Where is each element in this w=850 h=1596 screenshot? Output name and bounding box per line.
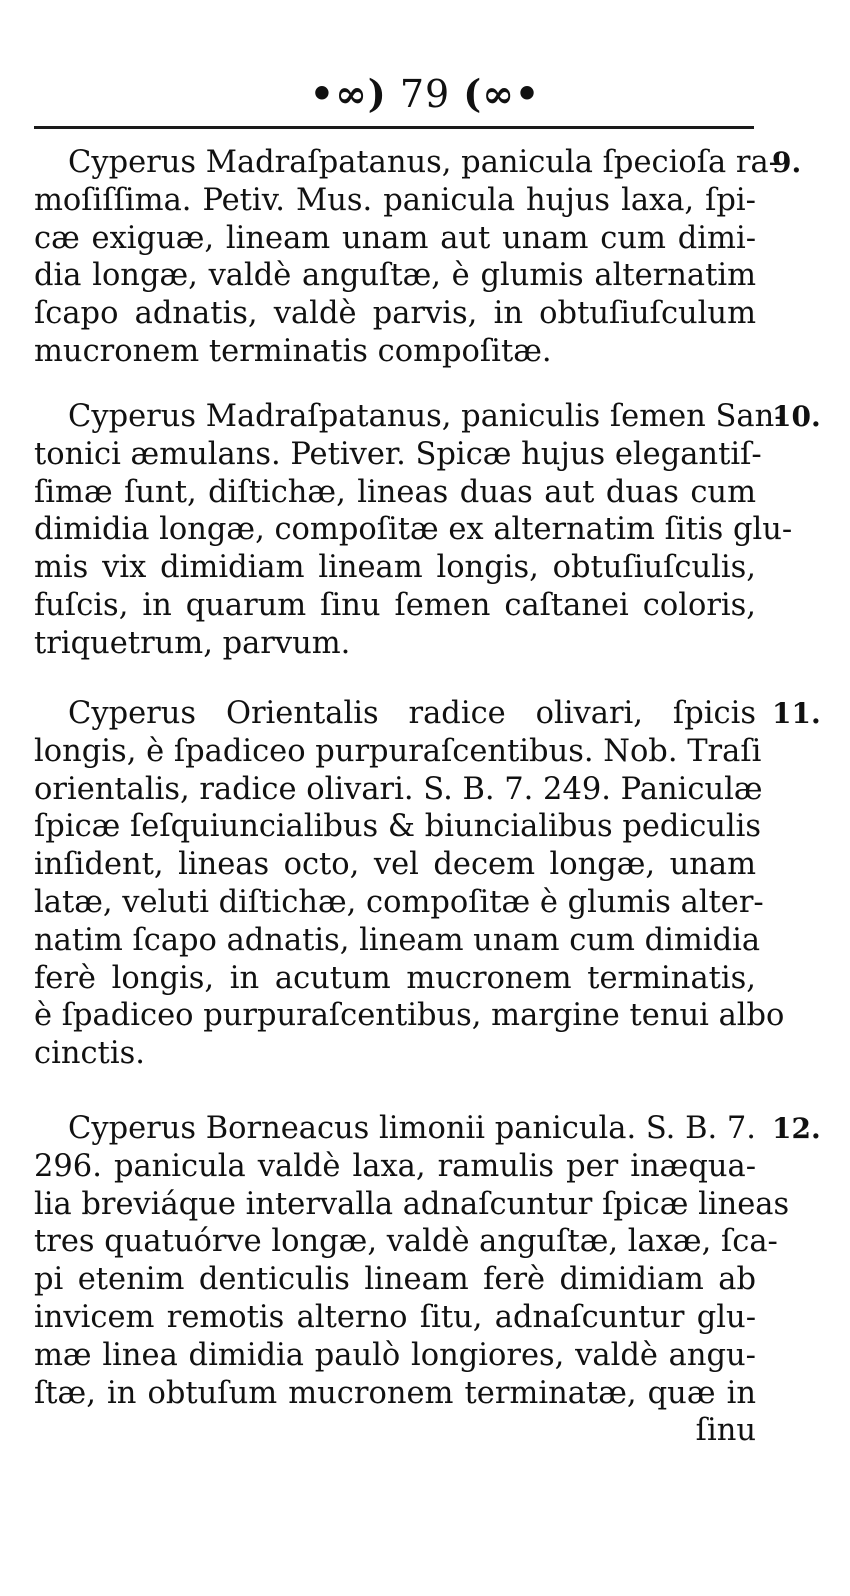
text-line: tonici æmulans. Petiver. Spicæ hujus elegantiſ- (34, 436, 762, 472)
text-line: dimidia longæ, compoſitæ ex alternatim ſitis glu- (34, 512, 793, 548)
text-line: mucronem terminatis compoſitæ. (34, 333, 552, 369)
text-line: orientalis, radice olivari. S. B. 7. 249. Paniculæ (34, 771, 763, 807)
text-line: mis vix dimidiam lineam longis, obtuſiuſculis, (34, 550, 756, 586)
entry-number: 9. (772, 146, 802, 179)
right-ornament: (∞• (463, 71, 541, 116)
text-line: invicem remotis alterno ſitu, adnaſcuntur glu- (34, 1299, 756, 1335)
text-line: 296. panicula valdè laxa, ramulis per inæqua- (34, 1148, 756, 1184)
text-line: tres quatuórve longæ, valdè anguſtæ, laxæ, ſca- (34, 1224, 778, 1260)
catchword: ſinu (695, 1413, 756, 1449)
text-line: ſtæ, in obtuſum mucronem terminatæ, quæ in (34, 1375, 756, 1411)
text-line: lia breviáque intervalla adnaſcuntur ſpicæ lineas (34, 1186, 790, 1222)
text-line: longis, è ſpadiceo purpuraſcentibus. Nob. Traſi (34, 733, 762, 769)
text-line: ſcapo adnatis, valdè parvis, in obtuſiuſculum (34, 296, 756, 332)
text-line: Cyperus Borneacus limonii panicula. S. B. 7. (68, 1111, 756, 1146)
text-line: ſimæ ſunt, diſtichæ, lineas duas aut duas cum (34, 474, 756, 510)
entry-11 (34, 695, 785, 1073)
text-line: Cyperus Orientalis radice olivari, ſpicis (68, 696, 756, 731)
text-line: triquetrum, parvum. (34, 625, 351, 661)
text-line: Cyperus Madraſpatanus, panicula ſpecioſa ra- (68, 145, 779, 180)
entry-10 (34, 398, 793, 663)
text-line: dia longæ, valdè anguſtæ, è glumis alternatim (34, 258, 756, 294)
entry-9 (34, 144, 779, 371)
text-line: fuſcis, in quarum ſinu ſemen caſtanei coloris, (34, 587, 756, 623)
text-line: ferè longis, in acutum mucronem terminatis, (34, 960, 756, 996)
entry-number: 11. (772, 697, 821, 730)
entry-number: 12. (772, 1112, 821, 1145)
text-line: mæ linea dimidia paulò longiores, valdè angu- (34, 1337, 756, 1373)
text-line: ſpicæ ſeſquiuncialibus & biuncialibus pediculis (34, 809, 762, 845)
entry-12 (34, 1110, 790, 1450)
text-line: Cyperus Madraſpatanus, paniculis ſemen San- (68, 399, 785, 434)
text-line: inſident, lineas octo, vel decem longæ, unam (34, 847, 756, 883)
text-line: moſiſſima. Petiv. Mus. panicula hujus laxa, ſpi- (34, 182, 756, 218)
page-number: 79 (399, 72, 451, 116)
running-header (0, 72, 850, 116)
entry-number: 10. (772, 400, 821, 433)
header-rule (34, 126, 754, 129)
left-ornament: •∞) (309, 71, 387, 116)
text-line: natim ſcapo adnatis, lineam unam cum dimidia (34, 922, 761, 958)
text-line: pi etenim denticulis lineam ferè dimidiam ab (34, 1262, 756, 1298)
text-line: è ſpadiceo purpuraſcentibus, margine tenui albo (34, 998, 785, 1034)
text-line: cæ exiguæ, lineam unam aut unam cum dimi- (34, 220, 756, 256)
text-line: latæ, veluti diſtichæ, compoſitæ è glumis alter- (34, 884, 764, 920)
text-line: cinctis. (34, 1036, 145, 1072)
